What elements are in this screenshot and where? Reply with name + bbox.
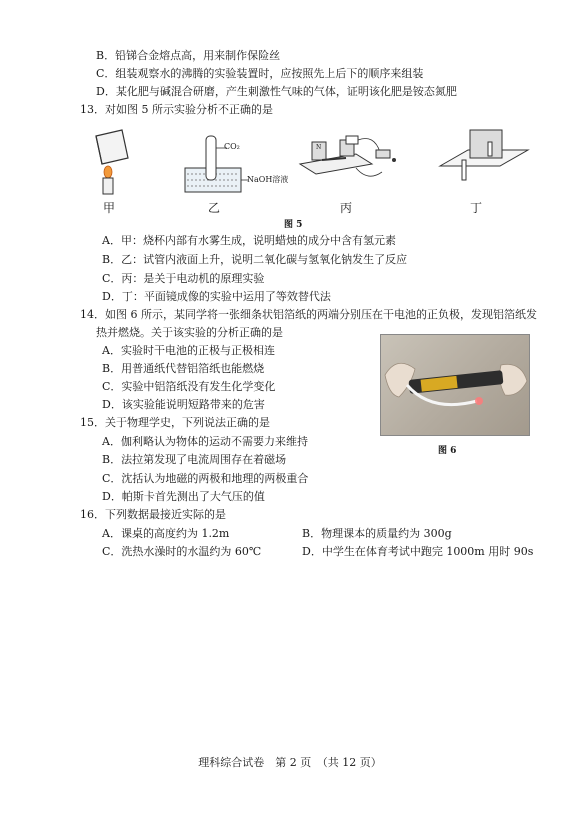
q14-option-d: D．该实验能说明短路带来的危害 xyxy=(102,398,265,411)
q12-option-c: C．组装观察水的沸腾的实验装置时，应按照先上后下的顺序来组装 xyxy=(96,67,424,80)
q15-option-a: A．伽利略认为物体的运动不需要力来维持 xyxy=(102,435,308,448)
q13-option-c: C．丙：是关于电动机的原理实验 xyxy=(102,272,265,285)
magnet-n-label: N xyxy=(316,144,322,151)
q16-option-d: D．中学生在体育考试中跑完 1000m 用时 90s xyxy=(302,545,534,558)
q12-option-b: B．铅锑合金熔点高，用来制作保险丝 xyxy=(96,49,281,62)
figure5-caption: 图 5 xyxy=(284,220,303,230)
q14-option-c: C．实验中铝箔纸没有发生化学变化 xyxy=(102,380,276,393)
figure6-battery-illustration xyxy=(381,335,529,435)
figure5-label-jia: 甲 xyxy=(103,201,116,215)
q14-stem-line2: 热并燃烧。关于该实验的分析正确的是 xyxy=(96,326,283,339)
figure5-jia-diagram xyxy=(88,128,138,196)
figure6-caption: 图 6 xyxy=(438,446,457,456)
q15-stem: 15．关于物理学史，下列说法正确的是 xyxy=(80,416,270,429)
figure6-photo xyxy=(380,334,530,436)
q13-option-a: A．甲：烧杯内部有水雾生成，说明蜡烛的成分中含有氢元素 xyxy=(102,234,396,247)
q16-stem: 16．下列数据最接近实际的是 xyxy=(80,508,226,521)
naoh-label: NaOH溶液 xyxy=(247,175,289,184)
q13-option-b: B．乙：试管内液面上升，说明二氧化碳与氢氧化钠发生了反应 xyxy=(102,253,408,266)
page-footer: 理科综合试卷 第 2 页 （共 12 页） xyxy=(198,756,382,769)
co2-label: CO₂ xyxy=(224,142,240,151)
q15-option-c: C．沈括认为地磁的两极和地理的两极重合 xyxy=(102,472,309,485)
q12-option-d: D．某化肥与碱混合研磨，产生刺激性气味的气体，证明该化肥是铵态氮肥 xyxy=(96,85,457,98)
q13-option-d: D．丁：平面镜成像的实验中运用了等效替代法 xyxy=(102,290,331,303)
q14-option-b: B．用普通纸代替铝箔纸也能燃烧 xyxy=(102,362,265,375)
q16-option-c: C．洗热水澡时的水温约为 60℃ xyxy=(102,545,262,558)
q14-option-a: A．实验时干电池的正极与正极相连 xyxy=(102,344,275,357)
figure5-label-yi: 乙 xyxy=(208,201,221,215)
figure5-label-bing: 丙 xyxy=(340,201,353,215)
q15-option-d: D．帕斯卡首先测出了大气压的值 xyxy=(102,490,265,503)
q15-option-b: B．法拉第发现了电流周围存在着磁场 xyxy=(102,453,287,466)
figure5-label-ding: 丁 xyxy=(470,201,483,215)
figure5-bing-diagram xyxy=(296,134,406,194)
q16-option-b: B．物理课本的质量约为 300g xyxy=(302,527,452,540)
q14-stem-line1: 14．如图 6 所示，某同学将一张细条状铝箔纸的两端分别压在干电池的正负极，发现铝箔纸发 xyxy=(80,308,537,321)
figure5-ding-diagram xyxy=(436,126,532,186)
q13-stem: 13．对如图 5 所示实验分析不正确的是 xyxy=(80,103,273,116)
q16-option-a: A．课桌的高度约为 1.2m xyxy=(102,527,230,540)
